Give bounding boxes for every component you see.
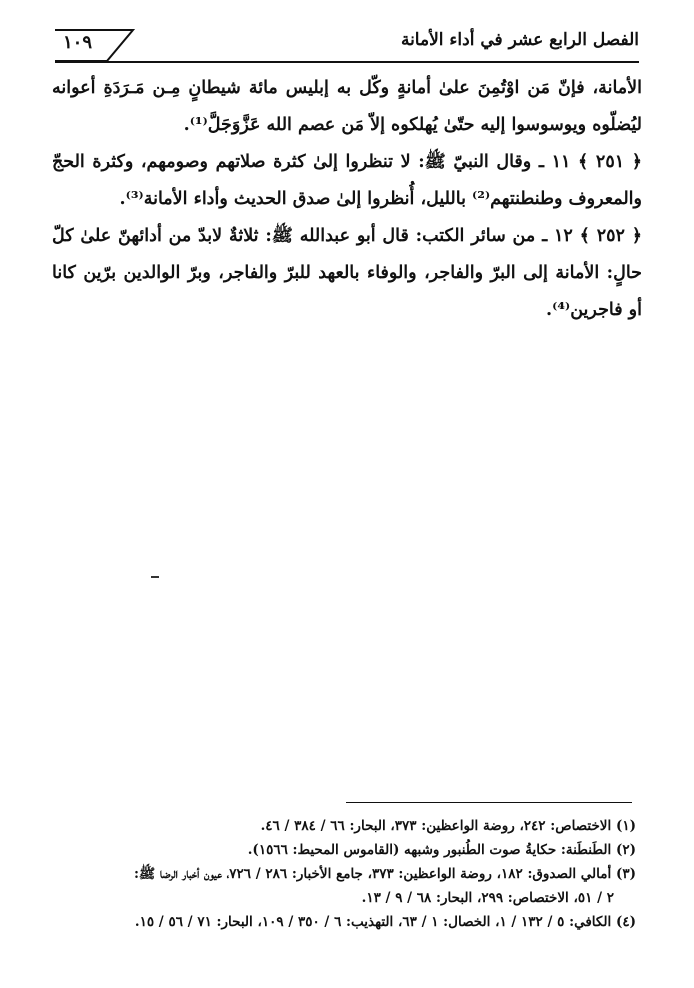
chapter-title: الفصل الرابع عشر في أداء الأمانة (400, 30, 639, 50)
paragraph-continuation: الأمانة، فإنّ مَن اوْتُمِنَ علىٰ أمانةٍ وكّل به إبليس مائة شيطانٍ مِـن مَـرَدَةِ أعوانه ليُضلّوه ويوسوسوا إليه حتّىٰ يُهلكوه إلاّ مَن عصم الله عَزَّوَجَلَّ⁽¹⁾. (52, 78, 642, 135)
running-header (55, 28, 639, 62)
hadith-text: من سائر الكتب: قال أبو عبدالله ﷺ: ثلاثةٌ لابدّ من أدائهنّ علىٰ كلّ حالٍ: الأمانة إلى البرّ والفاجر، والوفاء بالعهد للبرّ والفاجر، وبرّ الوالدين برّين كانا أو فاجرين⁽⁴⁾. (52, 226, 642, 320)
footnote-3-continuation: ٢ / ٥١، الاختصاص: ٢٩٩، البحار: ٦٨ / ٩ / ١٣. (361, 890, 614, 906)
footnotes (52, 814, 636, 934)
header-rule (55, 61, 639, 63)
hadith-number: ﴿ ٢٥٢ ﴾ ١٢ ـ (542, 226, 642, 246)
hadith-251 (52, 144, 642, 218)
footnote-1: (١) الاختصاص: ٢٤٢، روضة الواعظين: ٣٧٣، البحار: ٦٦ / ٣٨٤ / ٤٦. (260, 818, 636, 834)
footnote-4: (٤) الكافي: ٥ / ١٣٢ / ١، الخصال: ١ / ٦٣، التهذيب: ٦ / ٣٥٠ / ١٠٩، البحار: ٧١ / ٥٦ / ١٥. (134, 914, 636, 930)
footnote-rule (346, 802, 632, 803)
stray-mark (151, 576, 159, 578)
page-number: ١٠٩ (63, 32, 93, 53)
hadith-number: ﴿ ٢٥١ ﴾ ١١ ـ (538, 152, 642, 172)
hadith-252 (52, 218, 642, 329)
footnote-2: (٢) الطَنطَنة: حكايةُ صوت الطُنبور وشبهه (القاموس المحيط: ١٥٦٦). (247, 842, 636, 858)
footnote-3: (٣) أمالي الصدوق: ١٨٢، روضة الواعظين: ٣٧٣، جامع الأخبار: ٢٨٦ / ٧٢٦، عيون أخبار الرضا ﷺ: (133, 866, 636, 882)
hadith-text: وقال النبيّ ﷺ: لا تنظروا إلىٰ كثرة صلاتهم وصومهم، وكثرة الحجّ والمعروف وطنطنتهم⁽²⁾ بالليل، أُنظروا إلىٰ صدق الحديث وأداء الأمانة⁽³⁾. (52, 152, 642, 209)
main-text (52, 70, 642, 329)
